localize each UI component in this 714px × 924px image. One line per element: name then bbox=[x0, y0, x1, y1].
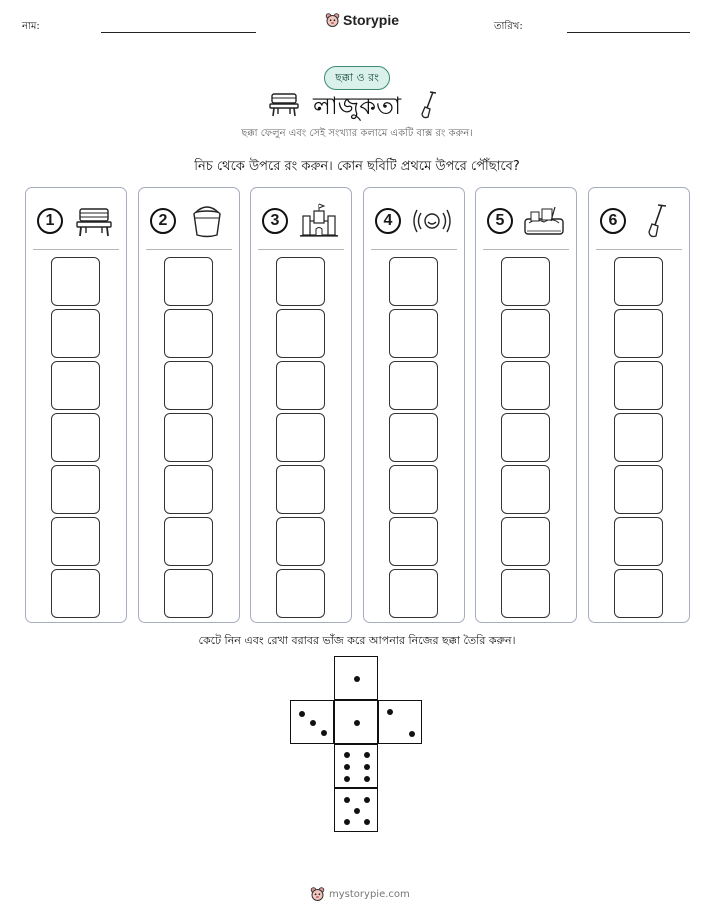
dice-pip bbox=[321, 730, 327, 736]
storypie-mascot-icon bbox=[325, 12, 340, 28]
color-box[interactable] bbox=[51, 361, 100, 410]
column-number: 2 bbox=[150, 208, 176, 234]
shovel-icon bbox=[420, 90, 438, 120]
name-label: নাম: bbox=[22, 21, 40, 32]
column-header bbox=[597, 203, 683, 239]
dice-face-1 bbox=[334, 656, 378, 700]
column-5 bbox=[475, 187, 577, 623]
name-field-line[interactable] bbox=[101, 32, 256, 33]
color-box[interactable] bbox=[501, 309, 550, 358]
color-box[interactable] bbox=[389, 569, 438, 618]
dice-face-1 bbox=[334, 700, 378, 744]
column-header bbox=[147, 203, 233, 239]
column-header bbox=[259, 203, 345, 239]
column-3 bbox=[250, 187, 352, 623]
category-badge: ছক্কা ও রং bbox=[324, 66, 390, 90]
color-box[interactable] bbox=[501, 465, 550, 514]
color-box[interactable] bbox=[614, 517, 663, 566]
date-label: তারিখ: bbox=[494, 21, 523, 32]
column-divider bbox=[146, 249, 232, 250]
cut-instruction: কেটে নিন এবং রেখা বরাবর ভাঁজ করে আপনার নিজের ছক্কা তৈরি করুন। bbox=[198, 634, 516, 647]
sound-waves-icon bbox=[410, 203, 454, 239]
color-box[interactable] bbox=[614, 309, 663, 358]
column-divider bbox=[33, 249, 119, 250]
dice-pip bbox=[387, 709, 393, 715]
color-box[interactable] bbox=[389, 309, 438, 358]
color-box[interactable] bbox=[501, 257, 550, 306]
dice-pip bbox=[344, 752, 350, 758]
column-1 bbox=[25, 187, 127, 623]
color-box[interactable] bbox=[164, 413, 213, 462]
dice-pip bbox=[364, 776, 370, 782]
color-box[interactable] bbox=[614, 257, 663, 306]
brand-logo bbox=[325, 12, 399, 28]
dice-pip bbox=[344, 819, 350, 825]
color-box[interactable] bbox=[389, 517, 438, 566]
color-box[interactable] bbox=[51, 465, 100, 514]
column-header bbox=[484, 203, 570, 239]
page-title: লাজুকতা bbox=[312, 92, 402, 120]
color-box[interactable] bbox=[51, 569, 100, 618]
color-box[interactable] bbox=[276, 569, 325, 618]
color-box[interactable] bbox=[614, 361, 663, 410]
color-box[interactable] bbox=[614, 569, 663, 618]
column-divider bbox=[483, 249, 569, 250]
color-box[interactable] bbox=[276, 361, 325, 410]
color-box[interactable] bbox=[164, 465, 213, 514]
dice-pip bbox=[344, 764, 350, 770]
dice-pip bbox=[344, 776, 350, 782]
dice-pip bbox=[354, 808, 360, 814]
storypie-mascot-icon bbox=[310, 886, 325, 902]
brand-name: Storypie bbox=[343, 12, 400, 28]
column-6 bbox=[588, 187, 690, 623]
dice-pip bbox=[299, 711, 305, 717]
footer-url: mystorypie.com bbox=[329, 888, 410, 900]
color-box[interactable] bbox=[51, 309, 100, 358]
color-box[interactable] bbox=[51, 257, 100, 306]
color-box[interactable] bbox=[51, 413, 100, 462]
color-box[interactable] bbox=[51, 517, 100, 566]
color-box[interactable] bbox=[501, 517, 550, 566]
color-box[interactable] bbox=[501, 361, 550, 410]
color-box[interactable] bbox=[164, 309, 213, 358]
column-number: 4 bbox=[375, 208, 401, 234]
color-box[interactable] bbox=[614, 465, 663, 514]
column-header bbox=[372, 203, 458, 239]
color-box[interactable] bbox=[276, 257, 325, 306]
dice-pip bbox=[409, 731, 415, 737]
color-box[interactable] bbox=[501, 413, 550, 462]
dice-face-5 bbox=[334, 788, 378, 832]
dice-face-2 bbox=[378, 700, 422, 744]
dice-pip bbox=[354, 676, 360, 682]
color-box[interactable] bbox=[389, 361, 438, 410]
color-box[interactable] bbox=[164, 517, 213, 566]
sandcastle-icon bbox=[297, 203, 341, 239]
column-divider bbox=[371, 249, 457, 250]
date-field-line[interactable] bbox=[567, 32, 690, 33]
color-box[interactable] bbox=[164, 257, 213, 306]
footer bbox=[310, 886, 410, 902]
column-4 bbox=[363, 187, 465, 623]
dice-pip bbox=[364, 752, 370, 758]
dice-pip bbox=[364, 819, 370, 825]
color-box[interactable] bbox=[276, 465, 325, 514]
bucket-icon bbox=[185, 203, 229, 239]
column-number: 1 bbox=[37, 208, 63, 234]
color-box[interactable] bbox=[389, 413, 438, 462]
shovel-icon bbox=[635, 203, 679, 239]
bench-icon bbox=[72, 203, 116, 239]
column-divider bbox=[596, 249, 682, 250]
color-box[interactable] bbox=[164, 361, 213, 410]
color-box[interactable] bbox=[276, 309, 325, 358]
dice-pip bbox=[354, 720, 360, 726]
column-number: 3 bbox=[262, 208, 288, 234]
dice-pip bbox=[364, 764, 370, 770]
column-header bbox=[34, 203, 120, 239]
color-box[interactable] bbox=[276, 413, 325, 462]
color-box[interactable] bbox=[614, 413, 663, 462]
column-number: 6 bbox=[600, 208, 626, 234]
dice-pip bbox=[364, 797, 370, 803]
column-2 bbox=[138, 187, 240, 623]
column-divider bbox=[258, 249, 344, 250]
dice-pip bbox=[344, 797, 350, 803]
color-box[interactable] bbox=[164, 569, 213, 618]
dice-face-3 bbox=[290, 700, 334, 744]
color-box[interactable] bbox=[389, 465, 438, 514]
column-number: 5 bbox=[487, 208, 513, 234]
sandbox-icon bbox=[522, 203, 566, 239]
subtitle: ছক্কা ফেলুন এবং সেই সংখ্যার কলামে একটি বাক্স রং করুন। bbox=[241, 128, 473, 139]
dice-pip bbox=[310, 720, 316, 726]
color-box[interactable] bbox=[501, 569, 550, 618]
instruction: নিচ থেকে উপরে রং করুন। কোন ছবিটি প্রথমে উপরে পৌঁছাবে? bbox=[194, 159, 520, 174]
color-box[interactable] bbox=[389, 257, 438, 306]
color-box[interactable] bbox=[276, 517, 325, 566]
dice-face-6 bbox=[334, 744, 378, 788]
